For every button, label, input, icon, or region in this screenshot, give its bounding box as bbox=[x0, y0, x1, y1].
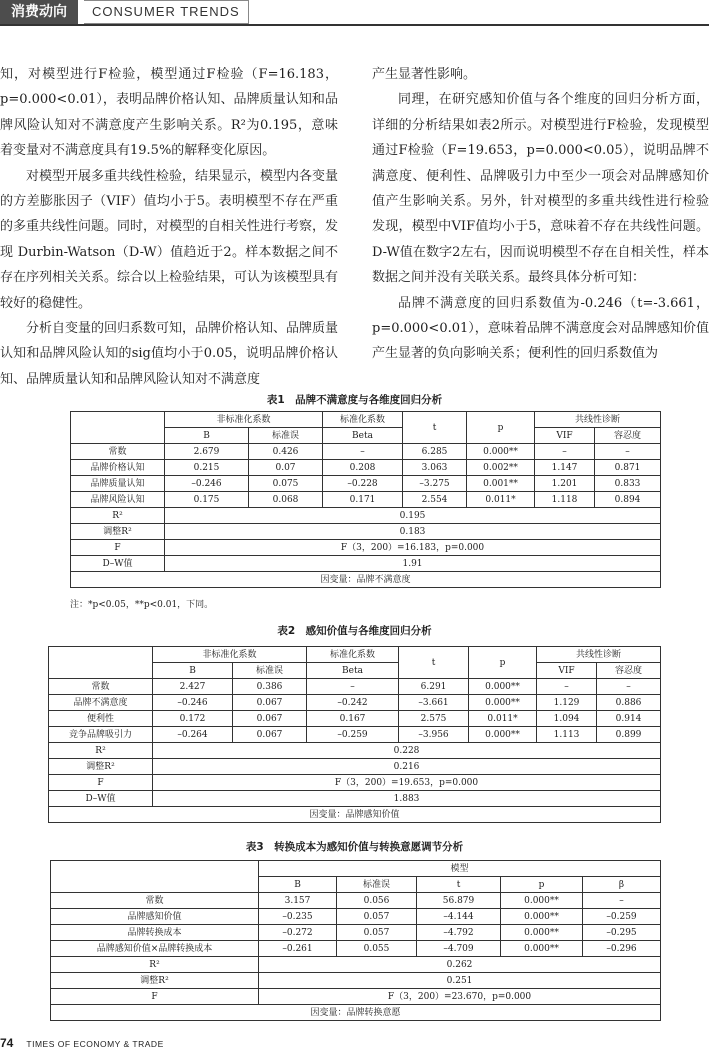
row-label: 常数 bbox=[51, 893, 259, 909]
cell: –0.296 bbox=[583, 941, 661, 957]
footer-row bbox=[49, 807, 661, 823]
cell: 1.883 bbox=[153, 791, 661, 807]
row-label: 竞争品牌吸引力 bbox=[49, 727, 153, 743]
cell: – bbox=[597, 679, 661, 695]
table-row bbox=[49, 711, 661, 727]
row-label: F bbox=[49, 775, 153, 791]
cell: –4.709 bbox=[417, 941, 501, 957]
paragraph: 产生显著性影响。 bbox=[372, 67, 477, 82]
table-row bbox=[51, 925, 661, 941]
cell: 0.426 bbox=[249, 444, 323, 460]
cell: 6.285 bbox=[403, 444, 467, 460]
cell: 1.118 bbox=[535, 492, 595, 508]
header-cell: 容忍度 bbox=[597, 663, 661, 679]
header-cell: 标准化系数 bbox=[307, 647, 399, 663]
cell: –0.228 bbox=[323, 476, 403, 492]
row-label: 品牌感知价值 bbox=[51, 909, 259, 925]
header-cell: 标准误 bbox=[249, 428, 323, 444]
table-row bbox=[71, 460, 661, 476]
cell: –0.259 bbox=[307, 727, 399, 743]
header-cell: 非标准化系数 bbox=[165, 412, 323, 428]
cell: 0.833 bbox=[595, 476, 661, 492]
cell: –0.295 bbox=[583, 925, 661, 941]
cell: 0.167 bbox=[307, 711, 399, 727]
section-label-en: CONSUMER TRENDS bbox=[84, 0, 249, 24]
row-label: 便利性 bbox=[49, 711, 153, 727]
cell: 56.879 bbox=[417, 893, 501, 909]
cell: 2.554 bbox=[403, 492, 467, 508]
table3 bbox=[50, 860, 661, 1021]
header-cell bbox=[71, 412, 165, 444]
cell: 0.075 bbox=[249, 476, 323, 492]
cell: 0.000** bbox=[469, 695, 537, 711]
table1-caption: 表1 品牌不满意度与各维度回归分析 bbox=[266, 394, 443, 406]
summary-row bbox=[51, 957, 661, 973]
table-note: 注：*p<0.05，**p<0.01，下同。 bbox=[70, 600, 214, 610]
cell: 0.914 bbox=[597, 711, 661, 727]
cell: 0.171 bbox=[323, 492, 403, 508]
cell: 0.057 bbox=[337, 909, 417, 925]
cell: 1.094 bbox=[537, 711, 597, 727]
header-cell: VIF bbox=[537, 663, 597, 679]
cell: 1.129 bbox=[537, 695, 597, 711]
header-cell: Beta bbox=[307, 663, 399, 679]
cell: – bbox=[323, 444, 403, 460]
summary-row bbox=[49, 743, 661, 759]
cell: 0.386 bbox=[233, 679, 307, 695]
header-cell: t bbox=[403, 412, 467, 444]
table2-caption: 表2 感知价值与各维度回归分析 bbox=[277, 625, 432, 637]
cell: 0.000** bbox=[469, 727, 537, 743]
cell: 3.157 bbox=[259, 893, 337, 909]
cell: 3.063 bbox=[403, 460, 467, 476]
header-cell: B bbox=[259, 877, 337, 893]
cell: 0.228 bbox=[153, 743, 661, 759]
table-row bbox=[49, 695, 661, 711]
dependent-variable: 因变量：品牌转换意愿 bbox=[51, 1005, 661, 1021]
header-cell: p bbox=[501, 877, 583, 893]
cell: 0.899 bbox=[597, 727, 661, 743]
cell: 0.183 bbox=[165, 524, 661, 540]
cell: 1.91 bbox=[165, 556, 661, 572]
cell: 0.067 bbox=[233, 695, 307, 711]
header-cell: t bbox=[417, 877, 501, 893]
cell: 0.067 bbox=[233, 727, 307, 743]
cell: –0.261 bbox=[259, 941, 337, 957]
table-row bbox=[51, 941, 661, 957]
summary-row bbox=[49, 759, 661, 775]
cell: F（3，200）=16.183，p=0.000 bbox=[165, 540, 661, 556]
row-label: F bbox=[51, 989, 259, 1005]
cell: 6.291 bbox=[399, 679, 469, 695]
cell: –0.246 bbox=[165, 476, 249, 492]
cell: 0.175 bbox=[165, 492, 249, 508]
cell: 0.055 bbox=[337, 941, 417, 957]
footer-row bbox=[51, 1005, 661, 1021]
cell: –0.272 bbox=[259, 925, 337, 941]
summary-row bbox=[71, 508, 661, 524]
header-cell: p bbox=[469, 647, 537, 679]
cell: 0.894 bbox=[595, 492, 661, 508]
paragraph: 品牌不满意度的回归系数值为-0.246（t=-3.661，p=0.000<0.01），意味着品牌不满意度会对品牌感知价值产生显著的负向影响关系；便利性的回归系数值为 bbox=[372, 295, 709, 362]
cell: 0.886 bbox=[597, 695, 661, 711]
paragraph: 对模型开展多重共线性检验，结果显示，模型内各变量的方差膨胀因子（VIF）值均小于5。表明模型不存在严重的多重共线性问题。同时，对模型的自相关性进行考察，发现 Durbin-Watson（D-W）值趋近于2。样本数据之间不存在序列相关关系。综合以上检验结果，可认为该模型具有较好的稳健性。 bbox=[0, 168, 339, 311]
footer-row bbox=[71, 572, 661, 588]
cell: 0.871 bbox=[595, 460, 661, 476]
cell: –4.792 bbox=[417, 925, 501, 941]
cell: 0.195 bbox=[165, 508, 661, 524]
cell: F（3，200）=19.653，p=0.000 bbox=[153, 775, 661, 791]
cell: 0.000** bbox=[501, 909, 583, 925]
row-label: R² bbox=[49, 743, 153, 759]
cell: 2.575 bbox=[399, 711, 469, 727]
header-cell: 标准化系数 bbox=[323, 412, 403, 428]
paragraph: 同理，在研究感知价值与各个维度的回归分析方面，详细的分析结果如表2所示。对模型进行F检验，发现模型通过F检验（F=19.653，p=0.000<0.05），说明品牌不满意度、便利性、品牌吸引力中至少一项会对品牌感知价值产生影响关系。另外，针对模型的多重共线性进行检验发现，模型中VIF值均小于5，意味着不存在共线性问题。D-W值在数字2左右，因而说明模型不存在自相关性，样本数据之间并没有关联关系。最终具体分析可知： bbox=[372, 92, 709, 286]
summary-row bbox=[51, 973, 661, 989]
cell: 0.067 bbox=[233, 711, 307, 727]
row-label: 品牌转换成本 bbox=[51, 925, 259, 941]
header-cell: 共线性诊断 bbox=[537, 647, 661, 663]
header-cell: 共线性诊断 bbox=[535, 412, 661, 428]
cell: – bbox=[535, 444, 595, 460]
section-label: 消费动向 bbox=[0, 0, 78, 24]
cell: F（3，200）=23.670，p=0.000 bbox=[259, 989, 661, 1005]
page-number: 74 bbox=[0, 1036, 14, 1050]
cell: –3.275 bbox=[403, 476, 467, 492]
summary-row bbox=[71, 540, 661, 556]
cell: – bbox=[583, 893, 661, 909]
cell: 0.056 bbox=[337, 893, 417, 909]
header-cell: 模型 bbox=[259, 861, 661, 877]
cell: 1.113 bbox=[537, 727, 597, 743]
table1 bbox=[70, 411, 661, 588]
summary-row bbox=[71, 556, 661, 572]
cell: 0.000** bbox=[501, 893, 583, 909]
row-label: F bbox=[71, 540, 165, 556]
summary-row bbox=[51, 989, 661, 1005]
header-cell: B bbox=[165, 428, 249, 444]
journal-name: TIMES OF ECONOMY & TRADE bbox=[26, 1039, 164, 1049]
dependent-variable: 因变量：品牌不满意度 bbox=[71, 572, 661, 588]
cell: – bbox=[537, 679, 597, 695]
header-cell: β bbox=[583, 877, 661, 893]
row-label: D–W值 bbox=[49, 791, 153, 807]
row-label: D–W值 bbox=[71, 556, 165, 572]
row-label: 常数 bbox=[71, 444, 165, 460]
summary-row bbox=[49, 791, 661, 807]
cell: –0.242 bbox=[307, 695, 399, 711]
cell: 0.002** bbox=[467, 460, 535, 476]
left-column bbox=[0, 62, 338, 392]
row-label: 常数 bbox=[49, 679, 153, 695]
cell: 2.679 bbox=[165, 444, 249, 460]
cell: 0.000** bbox=[469, 679, 537, 695]
header-cell: 标准误 bbox=[233, 663, 307, 679]
header-cell bbox=[49, 647, 153, 679]
row-label: 品牌风险认知 bbox=[71, 492, 165, 508]
right-column bbox=[372, 62, 709, 367]
cell: – bbox=[307, 679, 399, 695]
cell: 0.262 bbox=[259, 957, 661, 973]
cell: 1.201 bbox=[535, 476, 595, 492]
table-row bbox=[49, 679, 661, 695]
header-cell: Beta bbox=[323, 428, 403, 444]
row-label: 品牌不满意度 bbox=[49, 695, 153, 711]
cell: 0.251 bbox=[259, 973, 661, 989]
paragraph: 分析自变量的回归系数可知，品牌价格认知、品牌质量认知和品牌风险认知的sig值均小于0.05，说明品牌价格认知、品牌质量认知和品牌风险认知对不满意度 bbox=[0, 321, 339, 387]
cell: –4.144 bbox=[417, 909, 501, 925]
row-label: 调整R² bbox=[49, 759, 153, 775]
table-row bbox=[51, 893, 661, 909]
table2 bbox=[48, 646, 661, 823]
row-label: 调整R² bbox=[51, 973, 259, 989]
page-header bbox=[0, 0, 709, 24]
cell: 0.216 bbox=[153, 759, 661, 775]
cell: 0.000** bbox=[501, 941, 583, 957]
cell: –0.264 bbox=[153, 727, 233, 743]
cell: –0.246 bbox=[153, 695, 233, 711]
header-rule bbox=[0, 24, 709, 26]
table-row bbox=[49, 727, 661, 743]
summary-row bbox=[71, 524, 661, 540]
header-cell bbox=[51, 861, 259, 893]
cell: 0.000** bbox=[467, 444, 535, 460]
dependent-variable: 因变量：品牌感知价值 bbox=[49, 807, 661, 823]
cell: 0.000** bbox=[501, 925, 583, 941]
cell: 0.172 bbox=[153, 711, 233, 727]
cell: 0.208 bbox=[323, 460, 403, 476]
cell: 0.011* bbox=[467, 492, 535, 508]
row-label: 品牌质量认知 bbox=[71, 476, 165, 492]
cell: 0.011* bbox=[469, 711, 537, 727]
row-label: R² bbox=[51, 957, 259, 973]
cell: 2.427 bbox=[153, 679, 233, 695]
cell: 0.001** bbox=[467, 476, 535, 492]
summary-row bbox=[49, 775, 661, 791]
paragraph: 知，对模型进行F检验，模型通过F检验（F=16.183，p=0.000<0.01），表明品牌价格认知、品牌质量认知和品牌风险认知对不满意度产生影响关系。R²为0.195，意味着变量对不满意度具有19.5%的解释变化原因。 bbox=[0, 67, 338, 159]
cell: 1.147 bbox=[535, 460, 595, 476]
cell: 0.215 bbox=[165, 460, 249, 476]
cell: –3.661 bbox=[399, 695, 469, 711]
table-row bbox=[71, 476, 661, 492]
cell: 0.057 bbox=[337, 925, 417, 941]
header-cell: 容忍度 bbox=[595, 428, 661, 444]
header-cell: 非标准化系数 bbox=[153, 647, 307, 663]
row-label: R² bbox=[71, 508, 165, 524]
cell: – bbox=[595, 444, 661, 460]
cell: –0.259 bbox=[583, 909, 661, 925]
cell: 0.068 bbox=[249, 492, 323, 508]
header-cell: t bbox=[399, 647, 469, 679]
table-row bbox=[71, 492, 661, 508]
header-cell: 标准误 bbox=[337, 877, 417, 893]
header-cell: VIF bbox=[535, 428, 595, 444]
header-cell: p bbox=[467, 412, 535, 444]
cell: –0.235 bbox=[259, 909, 337, 925]
table-row bbox=[71, 444, 661, 460]
row-label: 调整R² bbox=[71, 524, 165, 540]
table3-caption: 表3 转换成本为感知价值与转换意愿调节分析 bbox=[245, 841, 464, 853]
row-label: 品牌价格认知 bbox=[71, 460, 165, 476]
header-cell: B bbox=[153, 663, 233, 679]
table-row bbox=[51, 909, 661, 925]
cell: –3.956 bbox=[399, 727, 469, 743]
cell: 0.07 bbox=[249, 460, 323, 476]
row-label: 品牌感知价值×品牌转换成本 bbox=[51, 941, 259, 957]
